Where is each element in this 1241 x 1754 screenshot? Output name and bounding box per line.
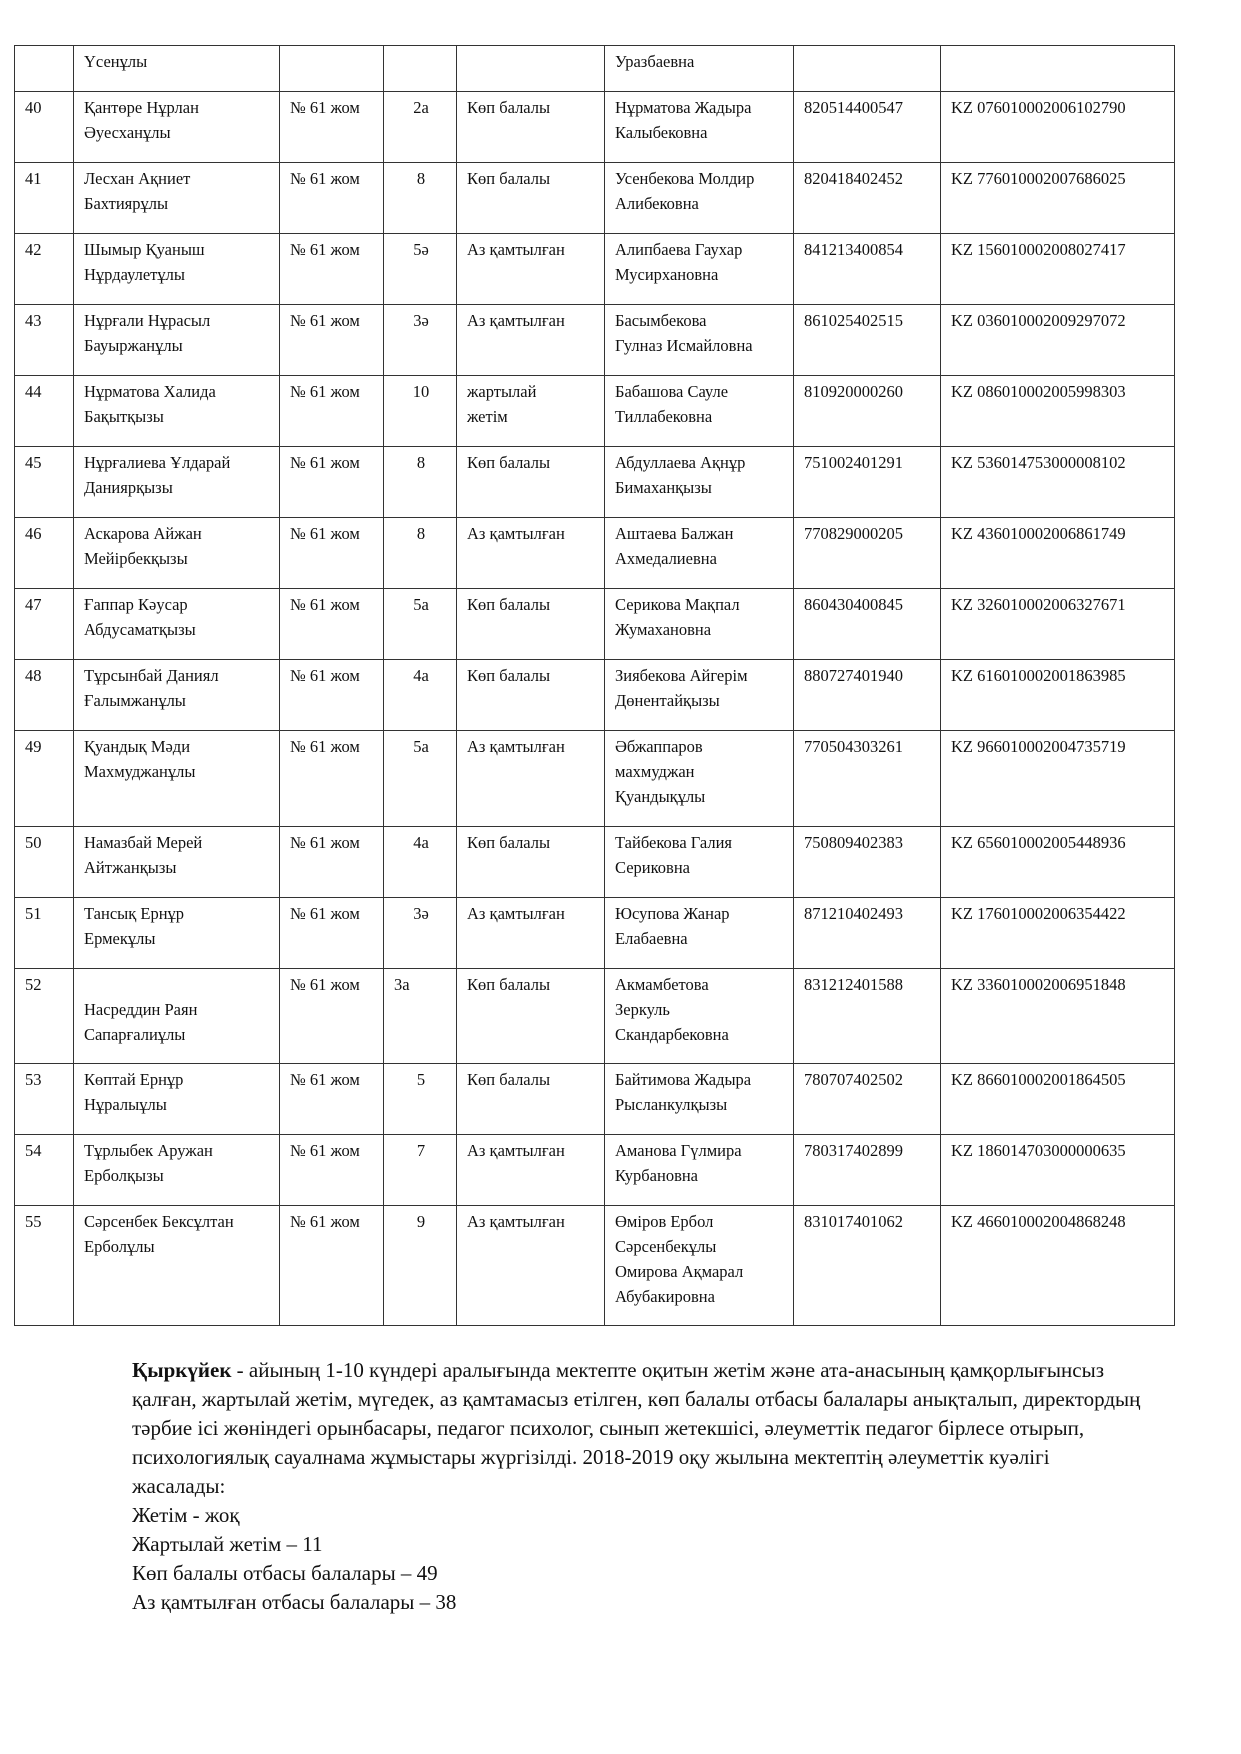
cell-category (457, 518, 605, 589)
cell-parent (605, 305, 794, 376)
parent-line: Елабаевна (615, 929, 688, 948)
cell-number: 41 (15, 163, 74, 234)
cell-grade: 2а (384, 92, 457, 163)
parent-line: Абубакировна (615, 1287, 715, 1306)
cell-school: № 61 жом (280, 660, 384, 731)
cell-account: KZ 966010002004735719 (941, 731, 1175, 827)
student-line: Даниярқызы (84, 478, 173, 497)
table-row (15, 1206, 1175, 1326)
cell-category (457, 163, 605, 234)
cell-student (74, 589, 280, 660)
cell-category (457, 305, 605, 376)
cell-school: № 61 жом (280, 589, 384, 660)
cell-category (457, 1135, 605, 1206)
cell-iin: 751002401291 (794, 447, 941, 518)
cell-number: 49 (15, 731, 74, 827)
cell-number: 55 (15, 1206, 74, 1326)
cell-student (74, 234, 280, 305)
cell-account: KZ 336010002006951848 (941, 969, 1175, 1064)
cell-number: 42 (15, 234, 74, 305)
cell-account: KZ 466010002004868248 (941, 1206, 1175, 1326)
cell-account: KZ 176010002006354422 (941, 898, 1175, 969)
parent-line: Акмамбетова (615, 975, 709, 994)
cell-number: 54 (15, 1135, 74, 1206)
cell-category (457, 731, 605, 827)
cell-school: № 61 жом (280, 1135, 384, 1206)
cell-iin: 780707402502 (794, 1064, 941, 1135)
student-line: Мейірбекқызы (84, 549, 188, 568)
cell-student: Үсенұлы (74, 46, 280, 92)
student-line: Тұрсынбай Даниял (84, 666, 219, 685)
cell-category (457, 46, 605, 92)
parent-line: Аманова Гүлмира (615, 1141, 742, 1160)
cell-grade (384, 46, 457, 92)
category-line: Аз қамтылған (467, 1141, 565, 1160)
student-line: Ерболқызы (84, 1166, 164, 1185)
cell-school: № 61 жом (280, 1064, 384, 1135)
category-line: Көп балалы (467, 975, 551, 994)
student-line: Нұрғали Нұрасыл (84, 311, 211, 330)
cell-account: KZ 186014703000000635 (941, 1135, 1175, 1206)
category-line: Аз қамтылған (467, 904, 565, 923)
cell-number: 50 (15, 827, 74, 898)
cell-student (74, 898, 280, 969)
cell-account: KZ 616010002001863985 (941, 660, 1175, 731)
student-line: Қуандық Мәди (84, 737, 191, 756)
cell-school: № 61 жом (280, 827, 384, 898)
cell-iin: 831212401588 (794, 969, 941, 1064)
parent-line: Алипбаева Гаухар (615, 240, 743, 259)
parent-line: Юсупова Жанар (615, 904, 730, 923)
cell-student (74, 163, 280, 234)
cell-category (457, 827, 605, 898)
category-line: Көп балалы (467, 1070, 551, 1089)
cell-number: 45 (15, 447, 74, 518)
cell-school: № 61 жом (280, 234, 384, 305)
cell-iin: 880727401940 (794, 660, 941, 731)
table-row (15, 163, 1175, 234)
parent-line: Абдуллаева Ақнұр (615, 453, 746, 472)
cell-student (74, 827, 280, 898)
student-line: Намазбай Мерей (84, 833, 203, 852)
cell-parent (605, 969, 794, 1064)
narrative-section (132, 1356, 1142, 1617)
cell-school: № 61 жом (280, 305, 384, 376)
parent-line: Байтимова Жадыра (615, 1070, 752, 1089)
cell-school: № 61 жом (280, 447, 384, 518)
cell-iin: 841213400854 (794, 234, 941, 305)
parent-line: Бимаханқызы (615, 478, 712, 497)
table-row (15, 92, 1175, 163)
cell-school (280, 46, 384, 92)
category-line: Аз қамтылған (467, 311, 565, 330)
category-line: Көп балалы (467, 595, 551, 614)
cell-number: 48 (15, 660, 74, 731)
social-passport-table (14, 45, 1175, 1326)
table-row (15, 731, 1175, 827)
month-heading: Қыркүйек (132, 1358, 232, 1382)
parent-line: Әбжаппаров (615, 737, 703, 756)
cell-number: 44 (15, 376, 74, 447)
cell-grade: 5а (384, 731, 457, 827)
cell-iin: 861025402515 (794, 305, 941, 376)
parent-line: Мусирхановна (615, 265, 719, 284)
cell-school: № 61 жом (280, 969, 384, 1064)
cell-number: 47 (15, 589, 74, 660)
cell-parent (605, 827, 794, 898)
cell-account: KZ 776010002007686025 (941, 163, 1175, 234)
parent-line: Қуандықұлы (615, 787, 706, 806)
table-row (15, 898, 1175, 969)
cell-grade: 3а (384, 969, 457, 1064)
cell-account: KZ 436010002006861749 (941, 518, 1175, 589)
cell-student (74, 376, 280, 447)
cell-iin (794, 46, 941, 92)
student-line (84, 972, 271, 997)
parent-line: Алибековна (615, 194, 699, 213)
parent-line: Тиллабековна (615, 407, 713, 426)
cell-iin: 831017401062 (794, 1206, 941, 1326)
cell-parent (605, 731, 794, 827)
parent-line: Сәрсенбекұлы (615, 1237, 717, 1256)
cell-parent (605, 1064, 794, 1135)
cell-category (457, 234, 605, 305)
category-line: Аз қамтылған (467, 737, 565, 756)
category-line: Көп балалы (467, 169, 551, 188)
cell-number: 46 (15, 518, 74, 589)
student-line: Нұрматова Халида (84, 382, 216, 401)
student-line: Сәрсенбек Бексұлтан (84, 1212, 234, 1231)
cell-iin: 860430400845 (794, 589, 941, 660)
table-row (15, 1064, 1175, 1135)
cell-category (457, 92, 605, 163)
cell-iin: 770504303261 (794, 731, 941, 827)
parent-line: Басымбекова (615, 311, 707, 330)
parent-line: Серикова Мақпал (615, 595, 740, 614)
parent-line: Скандарбековна (615, 1025, 729, 1044)
cell-student (74, 518, 280, 589)
cell-grade: 3ә (384, 898, 457, 969)
student-line: Ғаппар Кәусар (84, 595, 188, 614)
student-line: Қантөре Нұрлан (84, 98, 199, 117)
parent-line: Тайбекова Галия (615, 833, 733, 852)
cell-school: № 61 жом (280, 163, 384, 234)
cell-parent (605, 234, 794, 305)
category-line: Көп балалы (467, 666, 551, 685)
parent-line: Курбановна (615, 1166, 699, 1185)
cell-parent (605, 376, 794, 447)
cell-parent: Уразбаевна (605, 46, 794, 92)
cell-student (74, 731, 280, 827)
parent-line: Гулназ Исмайловна (615, 336, 753, 355)
student-line: Ғалымжанұлы (84, 691, 186, 710)
cell-iin: 780317402899 (794, 1135, 941, 1206)
table-row (15, 1135, 1175, 1206)
cell-student (74, 1206, 280, 1326)
cell-grade: 8 (384, 447, 457, 518)
cell-iin: 820418402452 (794, 163, 941, 234)
category-line: Аз қамтылған (467, 240, 565, 259)
cell-student (74, 305, 280, 376)
parent-line: Усенбекова Молдир (615, 169, 755, 188)
cell-iin: 770829000205 (794, 518, 941, 589)
parent-line: Нұрматова Жадыра (615, 98, 752, 117)
student-line: Шымыр Қуаныш (84, 240, 205, 259)
cell-grade: 10 (384, 376, 457, 447)
cell-iin: 750809402383 (794, 827, 941, 898)
cell-account: KZ 326010002006327671 (941, 589, 1175, 660)
cell-student (74, 1064, 280, 1135)
cell-category (457, 660, 605, 731)
table-row (15, 376, 1175, 447)
cell-parent (605, 518, 794, 589)
stat-large-families: Көп балалы отбасы балалары – 49 (132, 1561, 438, 1585)
cell-category (457, 1206, 605, 1326)
table-row (15, 305, 1175, 376)
student-line: Абдусаматқызы (84, 620, 196, 639)
cell-parent (605, 447, 794, 518)
cell-school: № 61 жом (280, 731, 384, 827)
category-line: Көп балалы (467, 98, 551, 117)
student-line: Махмуджанұлы (84, 762, 196, 781)
cell-account: KZ 036010002009297072 (941, 305, 1175, 376)
parent-line: махмуджан (615, 762, 695, 781)
cell-grade: 7 (384, 1135, 457, 1206)
student-line: Айтжанқызы (84, 858, 177, 877)
parent-line: Өміров Ербол (615, 1212, 714, 1231)
table-row (15, 969, 1175, 1064)
student-line: Тұрлыбек Аружан (84, 1141, 213, 1160)
parent-line: Ахмедалиевна (615, 549, 717, 568)
stat-orphans: Жетім - жоқ (132, 1503, 240, 1527)
cell-iin: 820514400547 (794, 92, 941, 163)
parent-line: Рысланкулқызы (615, 1095, 728, 1114)
student-line: Әуесханұлы (84, 123, 171, 142)
cell-school: № 61 жом (280, 376, 384, 447)
paragraph-text: - айының 1-10 күндері аралығында мектепте оқитын жетім және ата-анасының қамқорлығынсыз қалған, жартылай жетім, мүгедек, аз қамтамасыз етілген, көп балалы отбасы балалары анықталып, директордың тәрбие ісі жөніндегі орынбасары, педагог психолог, сынып жетекшісі, әлеуметтік педагог бірлесе отырып, психологиялық сауалнама жұмыстары жүргізілді. 2018-2019 оқу жылына мектептің әлеуметтік куәлігі жасалады: (132, 1358, 1141, 1498)
table-row (15, 589, 1175, 660)
cell-account: KZ 156010002008027417 (941, 234, 1175, 305)
cell-school: № 61 жом (280, 518, 384, 589)
cell-account: KZ 086010002005998303 (941, 376, 1175, 447)
student-line: Ермекұлы (84, 929, 156, 948)
table-row-continuation (15, 46, 1175, 92)
cell-school: № 61 жом (280, 92, 384, 163)
stat-half-orphans: Жартылай жетім – 11 (132, 1532, 323, 1556)
cell-grade: 3ә (384, 305, 457, 376)
student-line: Нұрдаулетұлы (84, 265, 185, 284)
category-line: Аз қамтылған (467, 524, 565, 543)
cell-parent (605, 1206, 794, 1326)
parent-line: Жумахановна (615, 620, 712, 639)
parent-line: Калыбековна (615, 123, 708, 142)
cell-parent (605, 898, 794, 969)
cell-iin: 871210402493 (794, 898, 941, 969)
student-line: Көптай Ернұр (84, 1070, 184, 1089)
student-line: Насреддин Раян (84, 1000, 198, 1019)
cell-account: KZ 656010002005448936 (941, 827, 1175, 898)
cell-iin: 810920000260 (794, 376, 941, 447)
cell-grade: 5 (384, 1064, 457, 1135)
cell-grade: 8 (384, 518, 457, 589)
parent-line: Дөнентайқызы (615, 691, 720, 710)
cell-number: 43 (15, 305, 74, 376)
cell-number: 51 (15, 898, 74, 969)
cell-student (74, 969, 280, 1064)
student-line: Тансық Ернұр (84, 904, 185, 923)
cell-grade: 9 (384, 1206, 457, 1326)
category-line: жетім (467, 407, 508, 426)
parent-line: Бабашова Сауле (615, 382, 729, 401)
student-line: Нұралыұлы (84, 1095, 167, 1114)
table-row (15, 447, 1175, 518)
cell-parent (605, 92, 794, 163)
cell-parent (605, 589, 794, 660)
table-row (15, 660, 1175, 731)
cell-school: № 61 жом (280, 898, 384, 969)
parent-line: Зиябекова Айгерім (615, 666, 748, 685)
cell-grade: 4а (384, 827, 457, 898)
table-row (15, 518, 1175, 589)
category-line: жартылай (467, 382, 537, 401)
category-line: Аз қамтылған (467, 1212, 565, 1231)
table-row (15, 827, 1175, 898)
cell-number: 53 (15, 1064, 74, 1135)
cell-category (457, 589, 605, 660)
cell-grade: 4а (384, 660, 457, 731)
narrative-paragraph (132, 1356, 1142, 1501)
cell-category (457, 447, 605, 518)
cell-grade: 5ә (384, 234, 457, 305)
cell-school: № 61 жом (280, 1206, 384, 1326)
student-line: Аскарова Айжан (84, 524, 202, 543)
cell-number: 52 (15, 969, 74, 1064)
cell-account: KZ 536014753000008102 (941, 447, 1175, 518)
cell-category (457, 376, 605, 447)
cell-parent (605, 1135, 794, 1206)
student-line: Бауыржанұлы (84, 336, 183, 355)
cell-grade: 5а (384, 589, 457, 660)
student-line: Нұрғалиева Ұлдарай (84, 453, 231, 472)
cell-parent (605, 660, 794, 731)
student-line: Бахтиярұлы (84, 194, 169, 213)
cell-parent (605, 163, 794, 234)
stat-low-income: Аз қамтылған отбасы балалары – 38 (132, 1590, 457, 1614)
parent-line: Сериковна (615, 858, 690, 877)
cell-account (941, 46, 1175, 92)
student-line: Бақытқызы (84, 407, 164, 426)
cell-student (74, 447, 280, 518)
cell-student (74, 92, 280, 163)
parent-line: Зеркуль (615, 1000, 670, 1019)
cell-student (74, 1135, 280, 1206)
cell-account: KZ 076010002006102790 (941, 92, 1175, 163)
student-line: Сапарғалиұлы (84, 1025, 186, 1044)
cell-category (457, 898, 605, 969)
cell-number: 40 (15, 92, 74, 163)
parent-line: Аштаева Балжан (615, 524, 734, 543)
cell-student (74, 660, 280, 731)
cell-category (457, 969, 605, 1064)
student-line: Лесхан Ақниет (84, 169, 191, 188)
category-line: Көп балалы (467, 453, 551, 472)
cell-grade: 8 (384, 163, 457, 234)
student-line: Ерболұлы (84, 1237, 155, 1256)
table-row (15, 234, 1175, 305)
cell-number (15, 46, 74, 92)
parent-line: Омирова Ақмарал (615, 1262, 744, 1281)
cell-account: KZ 866010002001864505 (941, 1064, 1175, 1135)
cell-category (457, 1064, 605, 1135)
category-line: Көп балалы (467, 833, 551, 852)
